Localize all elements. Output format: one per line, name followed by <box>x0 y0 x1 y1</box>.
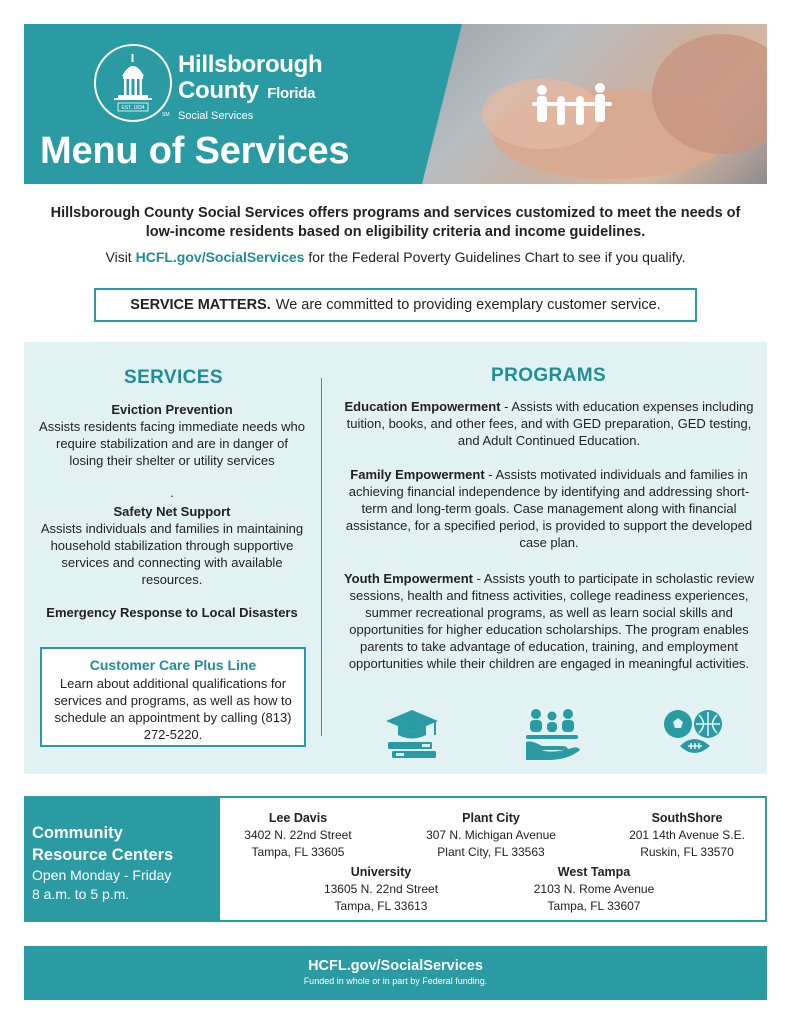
header-diagonal <box>422 24 462 184</box>
resource-centers-hours-2: 8 a.m. to 5 p.m. <box>32 886 130 902</box>
svg-text:EST. 1834: EST. 1834 <box>121 105 145 111</box>
hands-illustration <box>422 24 767 184</box>
visit-prefix: Visit <box>105 249 136 265</box>
programs-heading: PROGRAMS <box>491 365 607 386</box>
family-hand-icon <box>522 708 582 762</box>
location-city: Tampa, FL 33607 <box>547 899 641 913</box>
program-icons <box>382 708 722 764</box>
brand-wordmark <box>178 52 322 122</box>
customer-care-body: Learn about additional qualifications for services and programs, as well as how to schedule an appointment by calling (813) 272-5220. <box>54 676 292 742</box>
resource-centers-heading-2: Resource Centers <box>32 846 174 864</box>
graduation-cap-books-icon <box>382 708 442 762</box>
location-name: West Tampa <box>557 865 631 879</box>
brand-county <box>178 78 322 107</box>
location-city: Plant City, FL 33563 <box>437 845 545 859</box>
visit-suffix: for the Federal Poverty Guidelines Chart to see if you qualify. <box>304 249 686 265</box>
column-divider <box>321 378 322 736</box>
program-education <box>342 398 756 449</box>
location-plant-city <box>416 810 566 861</box>
program-title: Family Empowerment <box>350 467 485 482</box>
location-street: 3402 N. 22nd Street <box>244 828 352 842</box>
resource-centers-heading-1: Community <box>32 824 123 842</box>
location-city: Tampa, FL 33605 <box>251 845 345 859</box>
hands-family-photo <box>422 24 767 184</box>
program-title: Youth Empowerment <box>343 571 473 586</box>
location-street: 2103 N. Rome Avenue <box>533 882 655 896</box>
program-desc: - Assists youth to participate in scholastic review sessions, health and fitness activities, college readiness experiences, summer recreational programs, as well as learn social skills and opportunities for higher education scholarships. The program enables parents to take advantage of education, training, and employment opportunities while their children are engaged in meaningful activities. <box>348 571 755 671</box>
service-title: Eviction Prevention <box>111 402 233 417</box>
location-southshore <box>620 810 754 861</box>
footer-funding-note: Funded in whole or in part by Federal funding. <box>303 976 488 986</box>
location-west-tampa <box>524 864 664 915</box>
location-name: Plant City <box>462 811 520 825</box>
page-title: Menu of Services <box>40 130 350 172</box>
location-name: SouthShore <box>651 811 723 825</box>
location-street: 307 N. Michigan Avenue <box>426 828 556 842</box>
location-street: 13605 N. 22nd Street <box>323 882 439 896</box>
service-matters-box <box>94 288 697 322</box>
brand-hillsborough: Hillsborough <box>178 51 323 78</box>
intro-visit-line <box>24 247 767 267</box>
service-matters-text: We are committed to providing exemplary customer service. <box>275 297 661 313</box>
county-seal-logo <box>94 44 172 122</box>
program-desc: - Assists motivated individuals and families in achieving financial independence by identifying and addressing short-term and long-term goals. Case management along with financial assistance, for a specified period, is provided to support the developed case plan. <box>345 467 753 550</box>
intro-line-1: Hillsborough County Social Services offers programs and services customized to meet the needs of <box>50 205 741 221</box>
service-title: Safety Net Support <box>113 504 231 519</box>
locations-box <box>220 798 765 920</box>
location-city: Ruskin, FL 33570 <box>640 845 734 859</box>
services-programs-panel <box>24 342 767 774</box>
service-mark: SM <box>162 112 170 118</box>
social-services-link[interactable]: HCFL.gov/SocialServices <box>135 249 305 265</box>
footer-banner <box>24 946 767 1000</box>
resource-centers-section <box>24 796 767 922</box>
service-eviction-prevention <box>38 401 306 469</box>
service-safety-net <box>38 503 306 588</box>
location-name: University <box>350 865 412 879</box>
service-matters-bold: SERVICE MATTERS. <box>130 297 271 313</box>
program-title: Education Empowerment <box>344 399 501 414</box>
intro-line-2: low-income residents based on eligibility criteria and income guidelines. <box>145 224 646 240</box>
customer-care-title: Customer Care Plus Line <box>89 657 257 673</box>
brand-florida: Florida <box>267 85 316 102</box>
location-name: Lee Davis <box>268 811 328 825</box>
service-title: Emergency Response to Local Disasters <box>46 605 298 620</box>
intro-section <box>24 204 767 267</box>
customer-care-box <box>40 647 306 747</box>
service-desc: Assists residents facing immediate needs who require stabilization and are in danger of losing their shelter or utility services <box>39 419 305 468</box>
location-city: Tampa, FL 33613 <box>334 899 428 913</box>
resource-centers-hours-1: Open Monday - Friday <box>32 867 172 883</box>
location-university <box>314 864 448 915</box>
services-heading: SERVICES <box>124 367 223 388</box>
brand-subtitle: Social Services <box>178 110 254 122</box>
footer-url-link[interactable]: HCFL.gov/SocialServices <box>308 958 483 974</box>
location-street: 201 14th Avenue S.E. <box>629 828 745 842</box>
location-lee-davis <box>234 810 362 861</box>
program-youth <box>342 570 756 672</box>
resource-centers-info <box>32 822 173 904</box>
service-desc: Assists individuals and families in maintaining household stabilization through supportive services and connecting with available resources. <box>40 521 304 587</box>
header-banner <box>24 24 767 184</box>
sports-balls-icon <box>662 708 726 762</box>
brand-county-text: County <box>178 77 259 104</box>
program-family <box>342 466 756 551</box>
service-emergency-response <box>38 604 306 621</box>
service-separator: . <box>170 485 174 500</box>
program-desc: - Assists with education expenses including tuition, books, and other fees, and with GED preparation, GED testing, and Adult Continued Education. <box>346 399 754 448</box>
